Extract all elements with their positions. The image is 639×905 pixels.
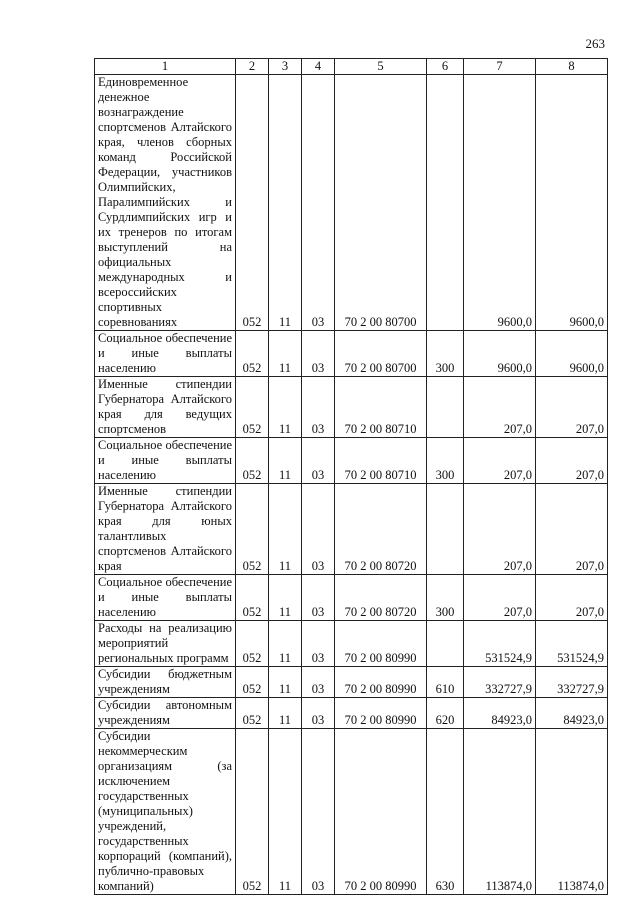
code-cell: 03: [302, 575, 335, 621]
code-cell: 03: [302, 438, 335, 484]
header-cell: 1: [95, 59, 236, 75]
code-cell: 11: [269, 621, 302, 667]
code-cell: 70 2 00 80990: [335, 729, 427, 895]
amount-cell: 207,0: [536, 438, 608, 484]
expense-name: Субсидии бюджетным учреждениям: [95, 667, 236, 698]
code-cell: 052: [236, 377, 269, 438]
amount-cell: 207,0: [536, 484, 608, 575]
code-cell: 03: [302, 621, 335, 667]
code-cell: 052: [236, 575, 269, 621]
amount-cell: 84923,0: [464, 698, 536, 729]
code-cell: 03: [302, 667, 335, 698]
expense-name: Социальное обеспечение и иные выплаты населению: [95, 575, 236, 621]
table-row: [95, 621, 608, 667]
code-cell: 052: [236, 75, 269, 331]
amount-cell: 84923,0: [536, 698, 608, 729]
table-row: [95, 575, 608, 621]
table-header-row: [95, 59, 608, 75]
amount-cell: 207,0: [464, 575, 536, 621]
amount-cell: 207,0: [464, 377, 536, 438]
code-cell: 70 2 00 80700: [335, 331, 427, 377]
code-cell: 70 2 00 80990: [335, 667, 427, 698]
table-row: [95, 377, 608, 438]
code-cell: 70 2 00 80700: [335, 75, 427, 331]
code-cell: 052: [236, 698, 269, 729]
code-cell: 11: [269, 331, 302, 377]
code-cell: 300: [427, 575, 464, 621]
table-row: [95, 438, 608, 484]
expense-name: Субсидии автономным учреждениям: [95, 698, 236, 729]
code-cell: 11: [269, 438, 302, 484]
code-cell: 300: [427, 331, 464, 377]
header-cell: 6: [427, 59, 464, 75]
code-cell: 70 2 00 80990: [335, 621, 427, 667]
code-cell: 11: [269, 729, 302, 895]
code-cell: [427, 377, 464, 438]
code-cell: 03: [302, 698, 335, 729]
code-cell: 052: [236, 484, 269, 575]
amount-cell: 9600,0: [464, 75, 536, 331]
expense-name: Именные стипендии Губернатора Алтайского края для ведущих спортсменов: [95, 377, 236, 438]
code-cell: 11: [269, 75, 302, 331]
amount-cell: 207,0: [464, 438, 536, 484]
code-cell: 03: [302, 331, 335, 377]
code-cell: 052: [236, 331, 269, 377]
code-cell: 11: [269, 377, 302, 438]
amount-cell: 207,0: [536, 377, 608, 438]
amount-cell: 531524,9: [536, 621, 608, 667]
code-cell: 03: [302, 377, 335, 438]
code-cell: [427, 484, 464, 575]
code-cell: [427, 621, 464, 667]
code-cell: 052: [236, 621, 269, 667]
code-cell: 70 2 00 80720: [335, 575, 427, 621]
code-cell: 70 2 00 80720: [335, 484, 427, 575]
code-cell: 630: [427, 729, 464, 895]
expense-name: Именные стипендии Губернатора Алтайского края для юных талантливых спортсменов Алтайского края: [95, 484, 236, 575]
amount-cell: 332727,9: [464, 667, 536, 698]
expense-name: Субсидии некоммерческим организациям (за исключением государственных (муниципальных) учреждений, государственных корпораций (компаний), публично-правовых компаний): [95, 729, 236, 895]
code-cell: 03: [302, 484, 335, 575]
page-number: 263: [585, 36, 605, 51]
amount-cell: 9600,0: [464, 331, 536, 377]
amount-cell: 207,0: [536, 575, 608, 621]
header-cell: 2: [236, 59, 269, 75]
table-row: [95, 331, 608, 377]
table-row: [95, 729, 608, 895]
code-cell: 03: [302, 75, 335, 331]
code-cell: 70 2 00 80990: [335, 698, 427, 729]
code-cell: 11: [269, 484, 302, 575]
expense-name: Социальное обеспечение и иные выплаты населению: [95, 438, 236, 484]
code-cell: 610: [427, 667, 464, 698]
header-cell: 5: [335, 59, 427, 75]
table-row: [95, 667, 608, 698]
header-cell: 7: [464, 59, 536, 75]
expense-name: Единовременное денежное вознаграждение спортсменов Алтайского края, членов сборных команд Российской Федерации, участников Олимпийских, Паралимпийских и Сурдлимпийских игр и их тренеров по итогам выступлений на официальных международных и всероссийских спортивных соревнованиях: [95, 75, 236, 331]
code-cell: 620: [427, 698, 464, 729]
amount-cell: 113874,0: [464, 729, 536, 895]
amount-cell: 531524,9: [464, 621, 536, 667]
table-row: [95, 484, 608, 575]
amount-cell: 9600,0: [536, 331, 608, 377]
table-row: [95, 75, 608, 331]
code-cell: 052: [236, 729, 269, 895]
code-cell: 70 2 00 80710: [335, 438, 427, 484]
amount-cell: 332727,9: [536, 667, 608, 698]
header-cell: 3: [269, 59, 302, 75]
code-cell: 052: [236, 667, 269, 698]
expense-name: Социальное обеспечение и иные выплаты населению: [95, 331, 236, 377]
amount-cell: 113874,0: [536, 729, 608, 895]
amount-cell: 9600,0: [536, 75, 608, 331]
code-cell: 70 2 00 80710: [335, 377, 427, 438]
code-cell: 11: [269, 698, 302, 729]
expense-name: Расходы на реализацию мероприятий региональных программ: [95, 621, 236, 667]
budget-table: [94, 58, 608, 895]
header-cell: 8: [536, 59, 608, 75]
code-cell: 11: [269, 667, 302, 698]
table-row: [95, 698, 608, 729]
code-cell: [427, 75, 464, 331]
code-cell: 052: [236, 438, 269, 484]
code-cell: 03: [302, 729, 335, 895]
header-cell: 4: [302, 59, 335, 75]
code-cell: 300: [427, 438, 464, 484]
code-cell: 11: [269, 575, 302, 621]
amount-cell: 207,0: [464, 484, 536, 575]
